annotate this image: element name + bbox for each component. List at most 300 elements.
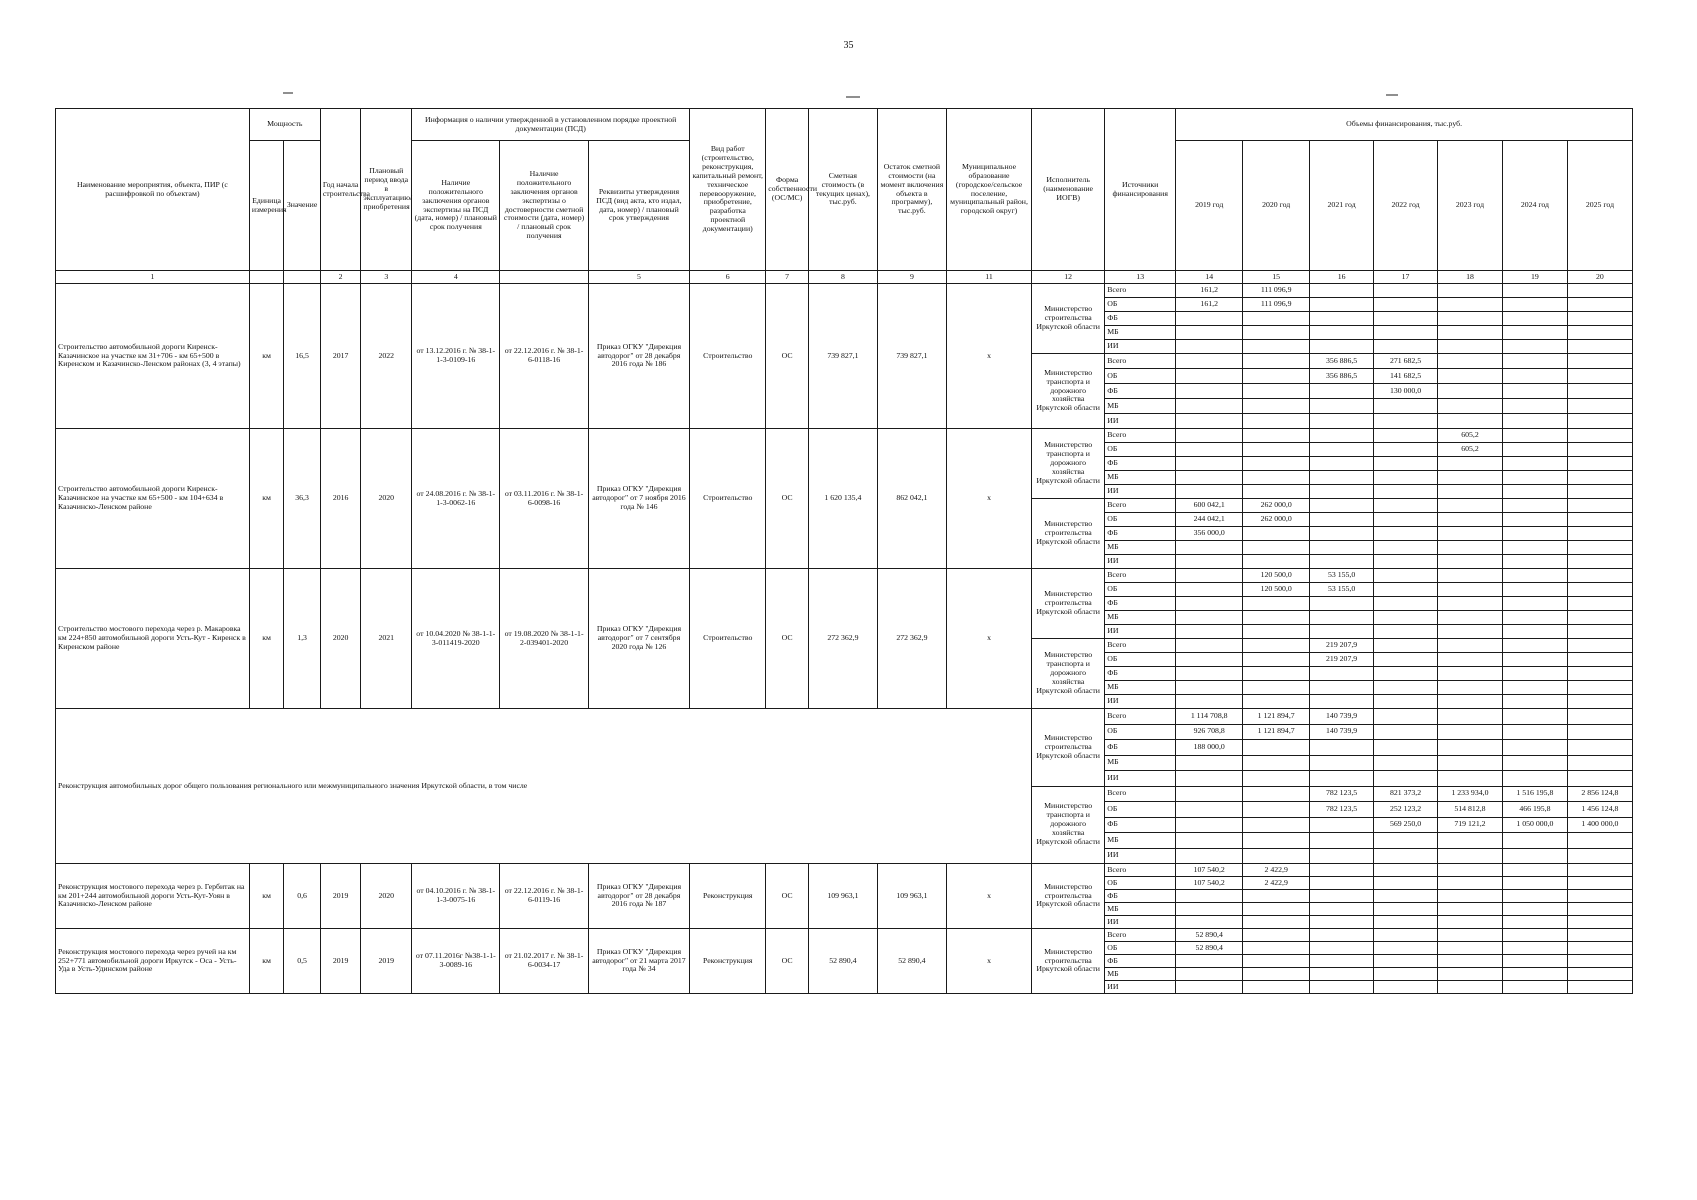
funding-value: 782 123,5 xyxy=(1310,802,1374,818)
funding-value xyxy=(1502,312,1567,326)
header-municipality: Муниципальное образование (городское/сельское поселение, муниципальный район, городской округ) xyxy=(946,109,1031,271)
funding-source: ИИ xyxy=(1105,695,1176,709)
funding-source: Всего xyxy=(1105,354,1176,369)
funding-value xyxy=(1567,485,1632,499)
funding-value xyxy=(1310,298,1374,312)
funding-value: 188 000,0 xyxy=(1176,740,1243,756)
object-municipality: х xyxy=(946,929,1031,994)
column-number: 2 xyxy=(320,271,361,284)
scan-mark xyxy=(1386,94,1398,96)
table-row xyxy=(56,864,1633,877)
object-remaining: 52 890,4 xyxy=(877,929,946,994)
object-plan-year: 2022 xyxy=(361,284,412,429)
funding-value xyxy=(1502,625,1567,639)
column-number: 7 xyxy=(766,271,809,284)
funding-value xyxy=(1176,890,1243,903)
object-name: Строительство автомобильной дороги Киренск-Казачинское на участке км 65+500 - км 104+634 в Казачинско-Ленском районе xyxy=(56,429,250,569)
table-header xyxy=(56,109,1633,284)
funding-value xyxy=(1374,667,1438,681)
funding-value xyxy=(1243,667,1310,681)
header-estimate: Сметная стоимость (в текущих ценах), тыс.руб. xyxy=(808,109,877,271)
funding-value xyxy=(1374,653,1438,667)
funding-value: 2 422,9 xyxy=(1243,864,1310,877)
object-cost-conclusion: от 19.08.2020 № 38-1-1-2-039401-2020 xyxy=(500,569,588,709)
funding-value xyxy=(1176,597,1243,611)
funding-value xyxy=(1502,499,1567,513)
funding-source: ФБ xyxy=(1105,740,1176,756)
header-remaining: Остаток сметной стоимости (на момент включения объекта в программу), тыс.руб. xyxy=(877,109,946,271)
funding-value xyxy=(1176,653,1243,667)
funding-value xyxy=(1374,929,1438,942)
column-number xyxy=(284,271,321,284)
funding-value xyxy=(1438,695,1503,709)
funding-value: 120 500,0 xyxy=(1243,569,1310,583)
object-work-type: Реконструкция xyxy=(690,864,766,929)
funding-value xyxy=(1176,457,1243,471)
funding-value xyxy=(1567,695,1632,709)
funding-value xyxy=(1243,942,1310,955)
funding-value xyxy=(1374,569,1438,583)
funding-value xyxy=(1243,527,1310,541)
funding-value xyxy=(1176,848,1243,864)
funding-value: 262 000,0 xyxy=(1243,513,1310,527)
column-number: 15 xyxy=(1243,271,1310,284)
funding-value xyxy=(1502,369,1567,384)
funding-value xyxy=(1310,541,1374,555)
funding-value xyxy=(1176,312,1243,326)
executor: Министерство строительства Иркутской области xyxy=(1032,864,1105,929)
funding-source: ОБ xyxy=(1105,443,1176,457)
funding-value xyxy=(1502,848,1567,864)
executor: Министерство транспорта и дорожного хозяйства Иркутской области xyxy=(1032,429,1105,499)
object-ownership: ОС xyxy=(766,284,809,429)
funding-value xyxy=(1502,916,1567,929)
funding-value xyxy=(1502,667,1567,681)
funding-value xyxy=(1374,755,1438,771)
object-ownership: ОС xyxy=(766,929,809,994)
funding-value xyxy=(1374,968,1438,981)
table-row xyxy=(56,929,1633,942)
funding-value xyxy=(1243,695,1310,709)
funding-value xyxy=(1502,903,1567,916)
funding-value: 1 516 195,8 xyxy=(1502,786,1567,802)
funding-source: МБ xyxy=(1105,611,1176,625)
object-remaining: 109 963,1 xyxy=(877,864,946,929)
funding-source: Всего xyxy=(1105,429,1176,443)
funding-source: ОБ xyxy=(1105,724,1176,740)
funding-value: 161,2 xyxy=(1176,284,1243,298)
object-value: 0,5 xyxy=(284,929,321,994)
funding-value xyxy=(1438,326,1503,340)
funding-value xyxy=(1438,681,1503,695)
funding-value xyxy=(1176,802,1243,818)
funding-value xyxy=(1438,457,1503,471)
object-estimate: 272 362,9 xyxy=(808,569,877,709)
object-start-year: 2020 xyxy=(320,569,361,709)
object-unit: км xyxy=(249,284,284,429)
funding-source: ИИ xyxy=(1105,916,1176,929)
funding-value xyxy=(1176,955,1243,968)
header-plan-period: Плановый период ввода в эксплуатацию/приобретения xyxy=(361,109,412,271)
funding-value xyxy=(1567,942,1632,955)
funding-value xyxy=(1502,597,1567,611)
header-year-2022: 2022 год xyxy=(1374,141,1438,271)
funding-value xyxy=(1243,312,1310,326)
funding-value xyxy=(1502,955,1567,968)
funding-value xyxy=(1374,639,1438,653)
object-psd-conclusion: от 24.08.2016 г. № 38-1-1-3-0062-16 xyxy=(412,429,500,569)
funding-value xyxy=(1310,443,1374,457)
funding-value xyxy=(1243,414,1310,429)
funding-value xyxy=(1502,298,1567,312)
funding-value xyxy=(1243,429,1310,443)
funding-value xyxy=(1438,471,1503,485)
funding-value xyxy=(1502,981,1567,994)
funding-source: ОБ xyxy=(1105,653,1176,667)
funding-value xyxy=(1567,429,1632,443)
object-value: 0,6 xyxy=(284,864,321,929)
funding-value xyxy=(1438,541,1503,555)
funding-value xyxy=(1243,471,1310,485)
funding-value xyxy=(1502,695,1567,709)
column-number xyxy=(249,271,284,284)
funding-value xyxy=(1243,457,1310,471)
funding-value xyxy=(1567,340,1632,354)
funding-value xyxy=(1310,833,1374,849)
header-funding: Объемы финансирования, тыс.руб. xyxy=(1176,109,1633,141)
object-psd-requisites: Приказ ОГКУ "Дирекция автодорог" от 7 ноября 2016 года № 146 xyxy=(588,429,690,569)
funding-value xyxy=(1374,429,1438,443)
funding-value xyxy=(1438,916,1503,929)
funding-value xyxy=(1502,384,1567,399)
column-number xyxy=(500,271,588,284)
funding-value xyxy=(1502,890,1567,903)
funding-value xyxy=(1567,499,1632,513)
funding-value xyxy=(1567,653,1632,667)
funding-source: ИИ xyxy=(1105,625,1176,639)
funding-value xyxy=(1176,471,1243,485)
funding-source: ИИ xyxy=(1105,848,1176,864)
funding-value xyxy=(1243,384,1310,399)
object-municipality: х xyxy=(946,864,1031,929)
funding-value xyxy=(1567,384,1632,399)
funding-value xyxy=(1567,399,1632,414)
funding-source: ФБ xyxy=(1105,667,1176,681)
header-cost-conclusion: Наличие положительного заключения органов экспертизы о достоверности сметной стоимости (дата, номер) / плановый срок получения xyxy=(500,141,588,271)
column-number: 1 xyxy=(56,271,250,284)
funding-value xyxy=(1374,457,1438,471)
funding-value xyxy=(1310,755,1374,771)
funding-value: 1 121 894,7 xyxy=(1243,709,1310,725)
funding-value xyxy=(1243,802,1310,818)
funding-source: МБ xyxy=(1105,968,1176,981)
funding-value xyxy=(1176,681,1243,695)
funding-value xyxy=(1502,485,1567,499)
object-start-year: 2019 xyxy=(320,864,361,929)
funding-source: Всего xyxy=(1105,284,1176,298)
table-body xyxy=(56,284,1633,994)
object-remaining: 272 362,9 xyxy=(877,569,946,709)
funding-value xyxy=(1176,354,1243,369)
funding-source: ФБ xyxy=(1105,527,1176,541)
funding-value xyxy=(1176,340,1243,354)
object-value: 36,3 xyxy=(284,429,321,569)
funding-value xyxy=(1243,740,1310,756)
funding-value xyxy=(1176,429,1243,443)
funding-value xyxy=(1567,354,1632,369)
funding-value xyxy=(1438,499,1503,513)
funding-value xyxy=(1567,955,1632,968)
funding-value xyxy=(1502,833,1567,849)
funding-value xyxy=(1502,326,1567,340)
object-cost-conclusion: от 22.12.2016 г. № 38-1-6-0118-16 xyxy=(500,284,588,429)
header-unit: Единица измерения xyxy=(249,141,284,271)
funding-value xyxy=(1502,429,1567,443)
funding-value xyxy=(1438,312,1503,326)
funding-value: 1 233 934,0 xyxy=(1438,786,1503,802)
table-row xyxy=(56,569,1633,583)
funding-source: Всего xyxy=(1105,786,1176,802)
funding-value: 271 682,5 xyxy=(1374,354,1438,369)
funding-value xyxy=(1502,457,1567,471)
funding-value xyxy=(1310,968,1374,981)
funding-source: Всего xyxy=(1105,709,1176,725)
funding-value xyxy=(1374,541,1438,555)
header-start-year: Год начала строительства xyxy=(320,109,361,271)
object-work-type: Строительство xyxy=(690,569,766,709)
funding-value xyxy=(1243,817,1310,833)
funding-value xyxy=(1567,639,1632,653)
object-municipality: х xyxy=(946,429,1031,569)
funding-value xyxy=(1567,555,1632,569)
funding-value xyxy=(1567,667,1632,681)
funding-value xyxy=(1243,955,1310,968)
funding-source: Всего xyxy=(1105,569,1176,583)
funding-value xyxy=(1502,541,1567,555)
funding-value xyxy=(1243,653,1310,667)
funding-value xyxy=(1502,929,1567,942)
funding-value xyxy=(1438,755,1503,771)
funding-value xyxy=(1310,667,1374,681)
object-psd-requisites: Приказ ОГКУ "Дирекция автодорог" от 21 марта 2017 года № 34 xyxy=(588,929,690,994)
header-psd-conclusion: Наличие положительного заключения органов экспертизы на ПСД (дата, номер) / плановый срок получения xyxy=(412,141,500,271)
object-plan-year: 2020 xyxy=(361,429,412,569)
funding-value xyxy=(1310,864,1374,877)
funding-value: 161,2 xyxy=(1176,298,1243,312)
funding-value xyxy=(1176,326,1243,340)
funding-value xyxy=(1176,399,1243,414)
funding-value xyxy=(1438,771,1503,787)
funding-value xyxy=(1567,471,1632,485)
funding-value xyxy=(1310,399,1374,414)
object-name: Реконструкция мостового перехода через ручей на км 252+771 автомобильной дороги Иркутск - Оса - Усть-Уда в Усть-Удинском районе xyxy=(56,929,250,994)
funding-value xyxy=(1310,326,1374,340)
funding-value xyxy=(1243,611,1310,625)
funding-value xyxy=(1502,527,1567,541)
funding-value xyxy=(1567,611,1632,625)
funding-value xyxy=(1176,414,1243,429)
funding-value xyxy=(1374,583,1438,597)
funding-value xyxy=(1243,326,1310,340)
funding-value xyxy=(1567,916,1632,929)
table-row xyxy=(56,429,1633,443)
header-sources: Источники финансирования xyxy=(1105,109,1176,271)
header-ownership: Форма собственности (ОС/МС) xyxy=(766,109,809,271)
funding-value xyxy=(1374,740,1438,756)
funding-value xyxy=(1438,611,1503,625)
funding-value xyxy=(1438,555,1503,569)
funding-value xyxy=(1567,625,1632,639)
header-executor: Исполнитель (наименование ИОГВ) xyxy=(1032,109,1105,271)
funding-value xyxy=(1310,890,1374,903)
funding-value xyxy=(1310,555,1374,569)
funding-value xyxy=(1502,653,1567,667)
funding-value xyxy=(1374,864,1438,877)
column-number: 6 xyxy=(690,271,766,284)
funding-value xyxy=(1502,513,1567,527)
funding-source: ФБ xyxy=(1105,597,1176,611)
object-psd-requisites: Приказ ОГКУ "Дирекция автодорог" от 7 сентября 2020 года № 126 xyxy=(588,569,690,709)
funding-value xyxy=(1374,312,1438,326)
executor: Министерство строительства Иркутской области xyxy=(1032,499,1105,569)
page-number: 35 xyxy=(843,40,854,51)
funding-value xyxy=(1567,929,1632,942)
column-number: 14 xyxy=(1176,271,1243,284)
funding-value xyxy=(1310,527,1374,541)
funding-value xyxy=(1243,541,1310,555)
funding-source: ОБ xyxy=(1105,513,1176,527)
funding-value: 514 812,8 xyxy=(1438,802,1503,818)
funding-value xyxy=(1374,326,1438,340)
funding-value xyxy=(1438,848,1503,864)
funding-value xyxy=(1438,340,1503,354)
funding-value xyxy=(1310,597,1374,611)
column-number: 4 xyxy=(412,271,500,284)
funding-value xyxy=(1438,284,1503,298)
funding-value xyxy=(1567,740,1632,756)
funding-value xyxy=(1502,740,1567,756)
funding-value xyxy=(1243,981,1310,994)
funding-value xyxy=(1176,611,1243,625)
funding-source: Всего xyxy=(1105,639,1176,653)
header-work-type: Вид работ (строительство, реконструкция, капитальный ремонт, техническое перевооружение, приобретение, разработка проектной документации) xyxy=(690,109,766,271)
object-estimate: 52 890,4 xyxy=(808,929,877,994)
funding-value xyxy=(1176,541,1243,555)
funding-value: 53 155,0 xyxy=(1310,569,1374,583)
header-name: Наименование мероприятия, объекта, ПИР (с расшифровкой по объектам) xyxy=(56,109,250,271)
funding-value xyxy=(1374,681,1438,695)
funding-value: 141 682,5 xyxy=(1374,369,1438,384)
funding-value xyxy=(1176,443,1243,457)
object-ownership: ОС xyxy=(766,429,809,569)
object-estimate: 1 620 135,4 xyxy=(808,429,877,569)
funding-value xyxy=(1374,955,1438,968)
column-number: 9 xyxy=(877,271,946,284)
funding-value xyxy=(1243,555,1310,569)
funding-value xyxy=(1438,513,1503,527)
funding-value xyxy=(1310,457,1374,471)
funding-value: 107 540,2 xyxy=(1176,864,1243,877)
funding-value: 52 890,4 xyxy=(1176,929,1243,942)
header-year-2021: 2021 год xyxy=(1310,141,1374,271)
funding-value xyxy=(1176,384,1243,399)
funding-value xyxy=(1243,755,1310,771)
funding-value xyxy=(1310,903,1374,916)
funding-value xyxy=(1502,471,1567,485)
object-value: 1,3 xyxy=(284,569,321,709)
funding-source: Всего xyxy=(1105,864,1176,877)
funding-value xyxy=(1567,457,1632,471)
funding-value xyxy=(1243,443,1310,457)
funding-value xyxy=(1310,981,1374,994)
funding-value xyxy=(1438,399,1503,414)
funding-value xyxy=(1176,369,1243,384)
funding-value xyxy=(1567,981,1632,994)
funding-value xyxy=(1502,611,1567,625)
funding-value xyxy=(1374,877,1438,890)
funding-value xyxy=(1567,848,1632,864)
funding-value xyxy=(1438,929,1503,942)
funding-source: ФБ xyxy=(1105,817,1176,833)
funding-value xyxy=(1438,890,1503,903)
funding-value xyxy=(1438,354,1503,369)
funding-value xyxy=(1567,513,1632,527)
object-cost-conclusion: от 21.02.2017 г. № 38-1-6-0034-17 xyxy=(500,929,588,994)
funding-value xyxy=(1243,597,1310,611)
column-number: 8 xyxy=(808,271,877,284)
funding-value xyxy=(1374,625,1438,639)
funding-value xyxy=(1438,833,1503,849)
funding-value xyxy=(1310,740,1374,756)
object-ownership: ОС xyxy=(766,569,809,709)
object-unit: км xyxy=(249,569,284,709)
object-unit: км xyxy=(249,929,284,994)
funding-value: 605,2 xyxy=(1438,429,1503,443)
column-number: 20 xyxy=(1567,271,1632,284)
object-name: Реконструкция мостового перехода через р. Гербитак на км 201+244 автомобильной дороги Усть-Кут-Уоян в Казачинско-Ленском районе xyxy=(56,864,250,929)
funding-value xyxy=(1243,369,1310,384)
funding-value xyxy=(1310,429,1374,443)
funding-value xyxy=(1567,541,1632,555)
object-psd-conclusion: от 10.04.2020 № 38-1-1-3-011419-2020 xyxy=(412,569,500,709)
funding-value xyxy=(1502,443,1567,457)
funding-value xyxy=(1310,695,1374,709)
funding-value xyxy=(1374,709,1438,725)
executor: Министерство транспорта и дорожного хозяйства Иркутской области xyxy=(1032,354,1105,429)
funding-value: 569 250,0 xyxy=(1374,817,1438,833)
funding-value xyxy=(1243,771,1310,787)
funding-value xyxy=(1243,848,1310,864)
funding-value: 53 155,0 xyxy=(1310,583,1374,597)
funding-value xyxy=(1310,955,1374,968)
funding-source: МБ xyxy=(1105,833,1176,849)
funding-value xyxy=(1310,485,1374,499)
funding-value xyxy=(1502,724,1567,740)
funding-value: 600 042,1 xyxy=(1176,499,1243,513)
funding-value xyxy=(1567,681,1632,695)
column-number: 3 xyxy=(361,271,412,284)
funding-value: 120 500,0 xyxy=(1243,583,1310,597)
funding-value: 140 739,9 xyxy=(1310,724,1374,740)
funding-value: 111 096,9 xyxy=(1243,284,1310,298)
funding-value: 782 123,5 xyxy=(1310,786,1374,802)
funding-value xyxy=(1374,284,1438,298)
funding-value xyxy=(1438,740,1503,756)
funding-value xyxy=(1567,284,1632,298)
funding-source: ФБ xyxy=(1105,312,1176,326)
funding-value xyxy=(1374,555,1438,569)
funding-value xyxy=(1438,298,1503,312)
